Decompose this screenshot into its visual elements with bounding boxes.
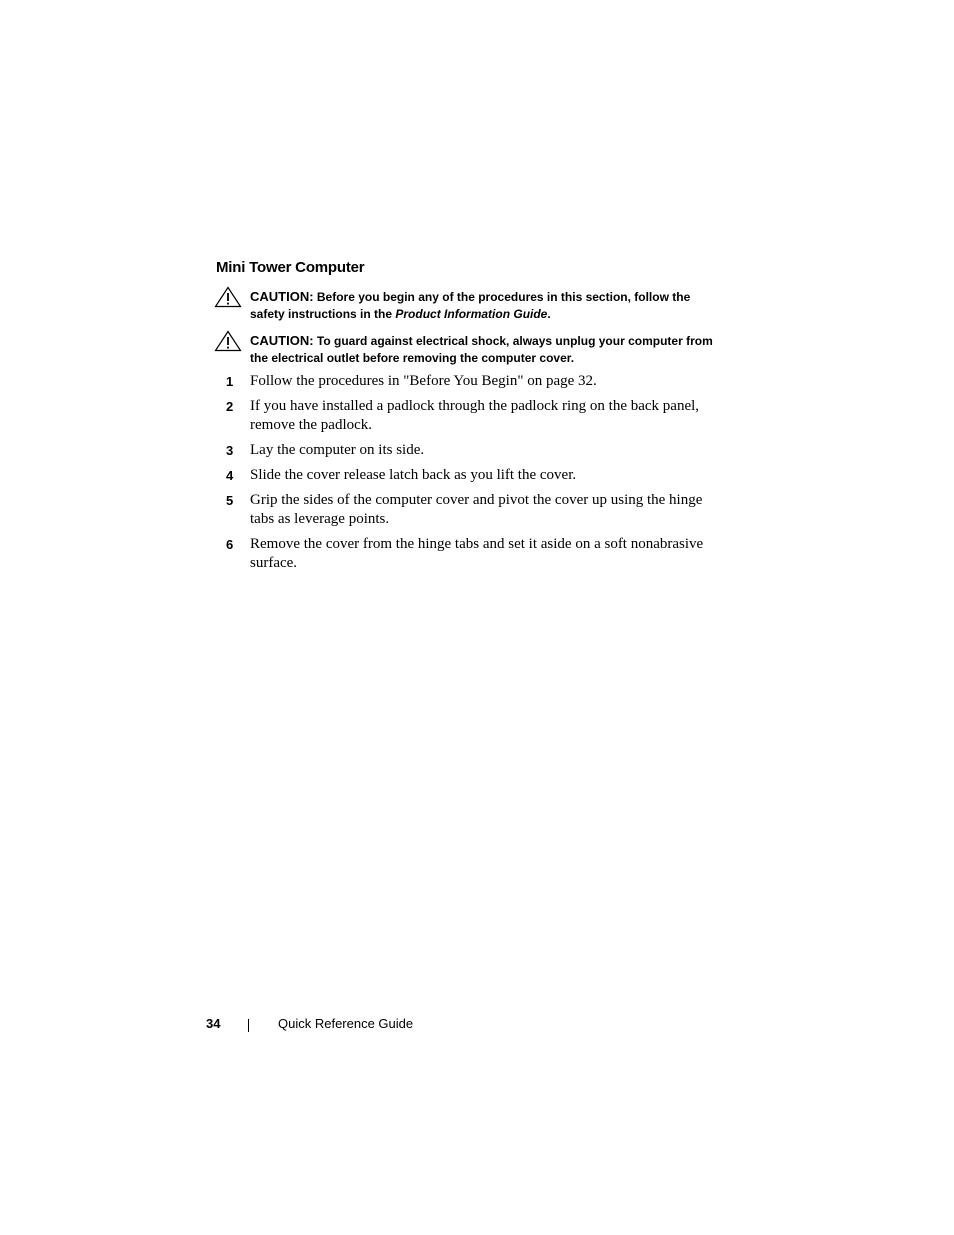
step-number: 4 xyxy=(226,468,234,483)
warning-triangle-icon xyxy=(214,330,242,352)
step-number: 3 xyxy=(226,443,234,458)
step-number: 1 xyxy=(226,374,234,389)
caution-notice xyxy=(214,332,714,367)
step-text: Slide the cover release latch back as you lift the cover. xyxy=(250,467,577,483)
caution-emphasis: Product Information Guide xyxy=(395,307,548,321)
section-title: Mini Tower Computer xyxy=(216,259,365,276)
step-item xyxy=(226,372,716,391)
caution-label: CAUTION: xyxy=(250,333,314,348)
step-text: Remove the cover from the hinge tabs and set it aside on a soft nonabrasive surface. xyxy=(250,536,704,571)
step-item xyxy=(226,491,716,529)
caution-body: To guard against electrical shock, always unplug your computer from the electrical outlet before removing the computer cover. xyxy=(250,334,713,365)
step-item xyxy=(226,535,716,573)
step-item xyxy=(226,441,716,460)
warning-triangle-icon xyxy=(214,286,242,308)
guide-title: Quick Reference Guide xyxy=(278,1016,414,1031)
footer-divider xyxy=(248,1019,249,1032)
step-text: If you have installed a padlock through the padlock ring on the back panel, remove the padlock. xyxy=(250,398,700,433)
step-item xyxy=(226,466,716,485)
caution-body: Before you begin any of the procedures in this section, follow the safety instructions in the xyxy=(250,290,691,321)
page-number: 34 xyxy=(206,1016,221,1031)
step-number: 2 xyxy=(226,399,234,414)
caution-text xyxy=(250,332,714,367)
step-number: 5 xyxy=(226,493,234,508)
step-text: Follow the procedures in "Before You Begin" on page 32. xyxy=(250,373,597,389)
step-text: Grip the sides of the computer cover and pivot the cover up using the hinge tabs as leverage points. xyxy=(250,492,703,527)
caution-notice xyxy=(214,288,714,323)
step-item xyxy=(226,397,716,435)
procedure-steps xyxy=(226,372,716,579)
step-text: Lay the computer on its side. xyxy=(250,442,425,458)
caution-body-end: . xyxy=(547,307,551,321)
step-number: 6 xyxy=(226,537,234,552)
caution-text xyxy=(250,288,714,323)
caution-label: CAUTION: xyxy=(250,289,314,304)
